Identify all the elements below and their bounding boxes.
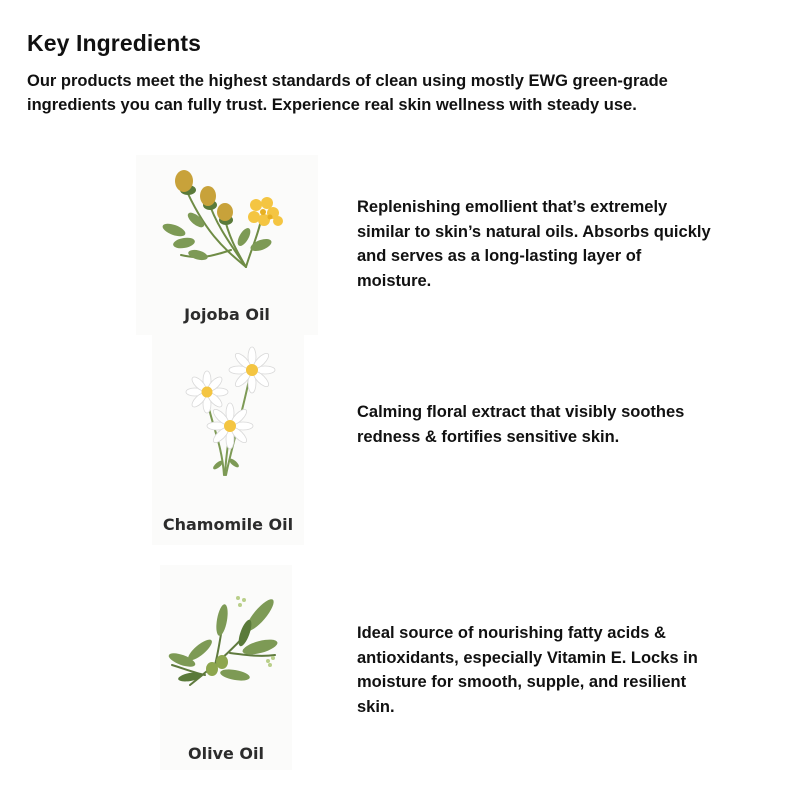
- ingredient-name: Olive Oil: [188, 744, 264, 763]
- intro-text: Our products meet the highest standards of clean using mostly EWG green-grade ingredients you can fully trust. Experience real skin wellness with steady use.: [27, 72, 668, 114]
- ingredient-description: Replenishing emollient that’s extremely similar to skin’s natural oils. Absorbs quickly and serves as a long-lasting layer of moisture.: [357, 198, 711, 290]
- ingredient-name: Chamomile Oil: [162, 515, 294, 534]
- ingredient-card-jojoba: [136, 155, 318, 335]
- chamomile-flower-icon: [152, 335, 304, 510]
- ingredient-description: Ideal source of nourishing fatty acids & antioxidants, especially Vitamin E. Locks in moisture for smooth, supple, and resilient skin.: [357, 624, 698, 716]
- olive-branch-icon: [160, 565, 292, 735]
- ingredient-card-olive: [160, 565, 292, 770]
- page-title: Key Ingredients: [27, 30, 202, 56]
- ingredient-name: Jojoba Oil: [184, 305, 270, 324]
- ingredient-card-chamomile: [152, 335, 304, 545]
- daisy-flower: [229, 347, 275, 393]
- ingredient-description: Calming floral extract that visibly soothes redness & fortifies sensitive skin.: [357, 403, 685, 446]
- jojoba-plant-icon: [136, 155, 318, 305]
